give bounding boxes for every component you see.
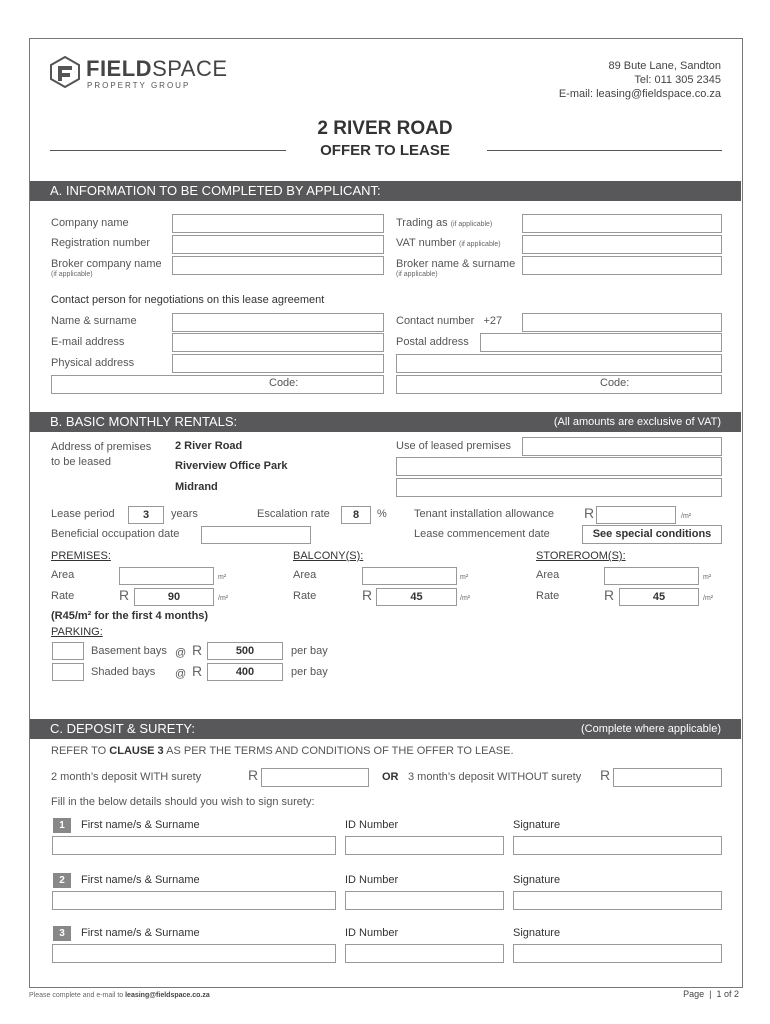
surety-1-signature-label: Signature [513, 819, 561, 831]
use-of-premises-input[interactable] [522, 437, 722, 456]
shaded-bays-input[interactable] [52, 663, 84, 681]
storeroom-rate-currency: R [604, 587, 615, 603]
basement-bays-input[interactable] [52, 642, 84, 660]
surety-2-signature-input[interactable] [513, 891, 722, 910]
surety-3-signature-input[interactable] [513, 944, 722, 963]
or-label: OR [382, 771, 399, 783]
surety-1-signature-input[interactable] [513, 836, 722, 855]
surety-number-1: 1 [53, 818, 71, 833]
surety-2-name-label: First name/s & Surname [81, 874, 200, 886]
physical-address-label: Physical address [51, 357, 135, 369]
refer-clause-text: REFER TO CLAUSE 3 AS PER THE TERMS AND CONDITIONS OF THE OFFER TO LEASE. [51, 745, 514, 757]
page-number: Page | 1 of 2 [683, 989, 739, 999]
deposit-with-currency: R [248, 767, 259, 783]
balcony-heading: BALCONY(S): [293, 550, 364, 562]
shaded-rate-input[interactable]: 400 [207, 663, 283, 681]
logo-mark-icon [50, 56, 80, 88]
deposit-with-surety-label: 2 month’s deposit WITH surety [51, 771, 202, 783]
percent-label: % [377, 508, 387, 520]
surety-3-name-label: First name/s & Surname [81, 927, 200, 939]
shaded-bays-label: Shaded bays [91, 666, 156, 678]
broker-name-note: (if applicable) [396, 271, 438, 278]
registration-number-input[interactable] [172, 235, 384, 254]
deposit-with-surety-input[interactable] [261, 768, 369, 787]
premises-area-label: Area [51, 569, 75, 581]
balcony-area-label: Area [293, 569, 317, 581]
balcony-rate-currency: R [362, 587, 373, 603]
premises-area-unit: m² [218, 574, 227, 581]
name-surname-input[interactable] [172, 313, 384, 332]
broker-company-input[interactable] [172, 256, 384, 275]
company-tel: Tel: 011 305 2345 [634, 74, 721, 86]
document-subtitle: OFFER TO LEASE [320, 142, 450, 159]
storeroom-rate-unit: /m² [703, 595, 714, 602]
premises-rate-input[interactable]: 90 [134, 588, 214, 606]
deposit-without-surety-label: 3 month’s deposit WITHOUT surety [408, 771, 582, 783]
physical-address-line2-input[interactable] [51, 375, 384, 394]
physical-address-input[interactable] [172, 354, 384, 373]
premises-rate-unit: /m² [218, 595, 229, 602]
logo-brand-light: SPACE [152, 56, 228, 81]
balcony-area-unit: m² [460, 574, 469, 581]
postal-address-input[interactable] [480, 333, 722, 352]
surety-2-id-input[interactable] [345, 891, 504, 910]
postal-address-line3-input[interactable] [396, 375, 722, 394]
storeroom-area-unit: m² [703, 574, 712, 581]
section-a-header: A. INFORMATION TO BE COMPLETED BY APPLICANT: [30, 181, 741, 201]
trading-as-label: Trading as (if applicable) [396, 217, 493, 229]
section-b-header: B. BASIC MONTHLY RENTALS: (All amounts are exclusive of VAT) [30, 412, 741, 432]
name-surname-label: Name & surname [51, 315, 137, 327]
company-address: 89 Bute Lane, Sandton [608, 60, 721, 72]
broker-company-label: Broker company name [51, 258, 162, 270]
escalation-rate-label: Escalation rate [257, 508, 330, 520]
postal-address-label: Postal address [396, 336, 469, 348]
tenant-allowance-label: Tenant installation allowance [414, 508, 555, 520]
surety-3-id-label: ID Number [345, 927, 399, 939]
lease-period-label: Lease period [51, 508, 115, 520]
lease-period-input[interactable]: 3 [128, 506, 164, 524]
premises-address-line3: Midrand [175, 481, 218, 493]
deposit-without-currency: R [600, 767, 611, 783]
address-premises-label: Address of premises to be leased [51, 441, 152, 468]
basement-currency: R [192, 642, 203, 658]
balcony-rate-label: Rate [293, 590, 317, 602]
basement-at: @ [175, 647, 187, 659]
beneficial-date-label: Beneficial occupation date [51, 528, 180, 540]
basement-per-bay: per bay [291, 645, 328, 657]
storeroom-heading: STOREROOM(S): [536, 550, 626, 562]
complete-note: (Complete where applicable) [580, 723, 721, 735]
storeroom-rate-input[interactable]: 45 [619, 588, 699, 606]
broker-company-note: (if applicable) [51, 271, 93, 278]
surety-number-3: 3 [53, 926, 71, 941]
premises-heading: PREMISES: [51, 550, 111, 562]
registration-number-label: Registration number [51, 237, 151, 249]
use-of-premises-line2-input[interactable] [396, 457, 722, 476]
surety-3-name-input[interactable] [52, 944, 336, 963]
shaded-currency: R [192, 663, 203, 679]
use-of-premises-line3-input[interactable] [396, 478, 722, 497]
commencement-date-input[interactable]: See special conditions [582, 525, 722, 544]
surety-number-2: 2 [53, 873, 71, 888]
premises-rate-label: Rate [51, 590, 75, 602]
footer-note: Please complete and e-mail to leasing@fieldspace.co.za [29, 992, 210, 999]
section-c-header: C. DEPOSIT & SURETY: (Complete where applicable) [30, 719, 741, 739]
contact-number-input[interactable] [522, 313, 722, 332]
surety-1-id-input[interactable] [345, 836, 504, 855]
storeroom-area-label: Area [536, 569, 560, 581]
premises-rate-currency: R [119, 587, 130, 603]
broker-name-input[interactable] [522, 256, 722, 275]
storeroom-rate-label: Rate [536, 590, 560, 602]
broker-name-label: Broker name & surname [396, 258, 516, 270]
fill-in-surety-text: Fill in the below details should you wish to sign surety: [51, 796, 315, 808]
premises-area-input[interactable] [119, 567, 214, 585]
balcony-rate-unit: /m² [460, 595, 471, 602]
premises-address-line1: 2 River Road [175, 440, 243, 452]
document-title: 2 RIVER ROAD [317, 118, 453, 139]
parking-heading: PARKING: [51, 626, 103, 638]
beneficial-date-input[interactable] [201, 526, 311, 544]
tenant-allowance-currency: R [584, 505, 595, 521]
postal-address-line2-input[interactable] [396, 354, 722, 373]
surety-2-id-label: ID Number [345, 874, 399, 886]
surety-1-name-input[interactable] [52, 836, 336, 855]
surety-2-signature-label: Signature [513, 874, 561, 886]
surety-3-id-input[interactable] [345, 944, 504, 963]
years-label: years [171, 508, 198, 520]
surety-3-signature-label: Signature [513, 927, 561, 939]
deposit-without-surety-input[interactable] [613, 768, 722, 787]
basement-rate-input[interactable]: 500 [207, 642, 283, 660]
surety-2-name-input[interactable] [52, 891, 336, 910]
email-address-input[interactable] [172, 333, 384, 352]
vat-number-label: VAT number (if applicable) [396, 237, 501, 249]
email-address-label: E-mail address [51, 336, 125, 348]
surety-1-id-label: ID Number [345, 819, 399, 831]
storeroom-area-input[interactable] [604, 567, 699, 585]
company-name-label: Company name [51, 217, 129, 229]
tenant-allowance-unit: /m² [681, 513, 692, 520]
tenant-allowance-input[interactable] [596, 506, 676, 524]
contact-person-heading: Contact person for negotiations on this lease agreement [51, 294, 325, 306]
premises-address-line2: Riverview Office Park [175, 460, 288, 472]
basement-bays-label: Basement bays [91, 645, 167, 657]
logo-brand-bold: FIELD [86, 56, 153, 81]
balcony-area-input[interactable] [362, 567, 457, 585]
shaded-per-bay: per bay [291, 666, 328, 678]
company-name-input[interactable] [172, 214, 384, 233]
shaded-at: @ [175, 668, 187, 680]
vat-note: (All amounts are exclusive of VAT) [553, 416, 721, 428]
surety-1-name-label: First name/s & Surname [81, 819, 200, 831]
contact-number-label: Contact number +27 [396, 315, 503, 327]
use-of-premises-label: Use of leased premises [396, 440, 511, 452]
trading-as-input[interactable] [522, 214, 722, 233]
postal-code-label: Code: [600, 377, 630, 389]
physical-code-label: Code: [269, 377, 299, 389]
first-months-note: (R45/m² for the first 4 months) [51, 610, 209, 622]
vat-number-input[interactable] [522, 235, 722, 254]
company-email: E-mail: leasing@fieldspace.co.za [558, 88, 721, 100]
commencement-date-label: Lease commencement date [414, 528, 550, 540]
escalation-rate-input[interactable]: 8 [341, 506, 371, 524]
logo-subtitle: PROPERTY GROUP [87, 81, 191, 90]
title-rule-right [487, 150, 722, 151]
balcony-rate-input[interactable]: 45 [376, 588, 457, 606]
